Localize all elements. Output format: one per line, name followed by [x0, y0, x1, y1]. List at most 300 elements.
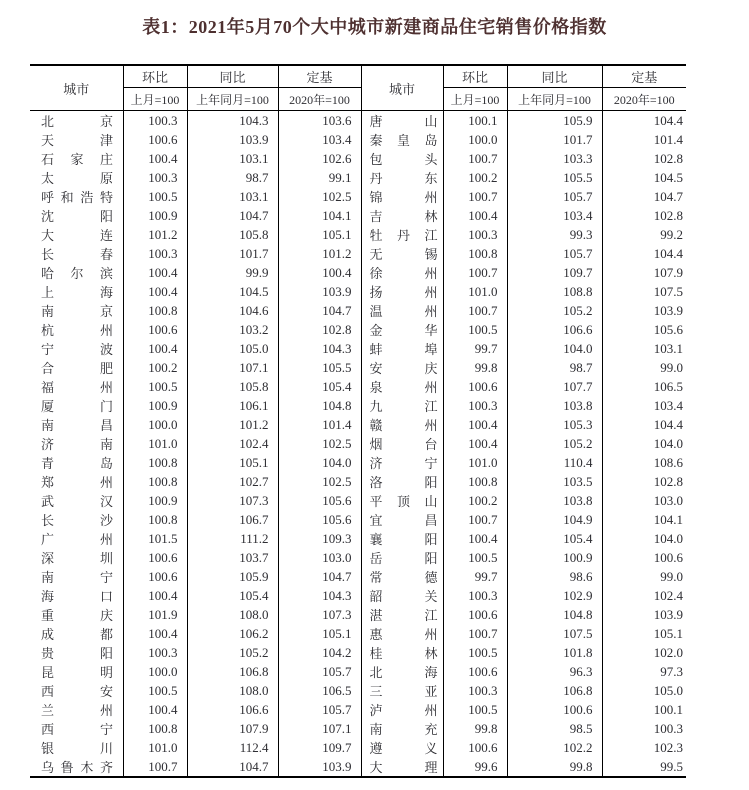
- city-cell: [30, 586, 123, 605]
- city-cell: [30, 111, 123, 131]
- table-row: [30, 320, 686, 339]
- yoy-value-cell: 110.4: [507, 453, 602, 472]
- fixed-base-value-cell: 103.9: [278, 282, 361, 301]
- city-cell: [30, 434, 123, 453]
- header-mom-right: 环比: [443, 65, 507, 88]
- mom-value-cell: 99.7: [443, 339, 507, 358]
- mom-value-cell: 101.0: [443, 453, 507, 472]
- yoy-value-cell: 98.7: [187, 168, 278, 187]
- city-name: 秦皇岛: [369, 133, 438, 148]
- city-cell: [361, 339, 443, 358]
- yoy-value-cell: 107.3: [187, 491, 278, 510]
- city-name: 徐州: [369, 266, 438, 281]
- fixed-base-value-cell: 105.0: [602, 681, 686, 700]
- city-name: 郑州: [41, 475, 113, 490]
- yoy-value-cell: 107.7: [507, 377, 602, 396]
- city-cell: [30, 206, 123, 225]
- table-row: [30, 757, 686, 777]
- fixed-base-value-cell: 102.8: [602, 472, 686, 491]
- city-cell: [30, 643, 123, 662]
- mom-value-cell: 100.8: [123, 301, 187, 320]
- city-name: 南充: [369, 722, 438, 737]
- table-row: [30, 529, 686, 548]
- yoy-value-cell: 105.3: [507, 415, 602, 434]
- mom-value-cell: 100.4: [123, 282, 187, 301]
- city-name: 锦州: [369, 190, 438, 205]
- mom-value-cell: 100.3: [123, 643, 187, 662]
- city-name: 长沙: [41, 513, 113, 528]
- yoy-value-cell: 106.2: [187, 624, 278, 643]
- city-name: 南宁: [41, 570, 113, 585]
- fixed-base-value-cell: 104.1: [602, 510, 686, 529]
- mom-value-cell: 100.5: [443, 320, 507, 339]
- mom-value-cell: 100.2: [443, 168, 507, 187]
- city-cell: [30, 738, 123, 757]
- yoy-value-cell: 105.1: [187, 453, 278, 472]
- yoy-value-cell: 106.8: [507, 681, 602, 700]
- fixed-base-value-cell: 102.4: [602, 586, 686, 605]
- fixed-base-value-cell: 104.4: [602, 111, 686, 131]
- yoy-value-cell: 111.2: [187, 529, 278, 548]
- city-name: 九江: [369, 399, 438, 414]
- city-name: 吉林: [369, 209, 438, 224]
- yoy-value-cell: 98.7: [507, 358, 602, 377]
- yoy-value-cell: 106.6: [187, 700, 278, 719]
- yoy-value-cell: 103.4: [507, 206, 602, 225]
- city-name: 北京: [41, 114, 113, 129]
- fixed-base-value-cell: 97.3: [602, 662, 686, 681]
- city-cell: [30, 130, 123, 149]
- city-name: 牡丹江: [369, 228, 438, 243]
- city-name: 银川: [41, 741, 113, 756]
- mom-value-cell: 100.6: [443, 662, 507, 681]
- yoy-value-cell: 106.6: [507, 320, 602, 339]
- table-row: [30, 700, 686, 719]
- yoy-value-cell: 103.1: [187, 187, 278, 206]
- mom-value-cell: 100.4: [123, 149, 187, 168]
- yoy-value-cell: 105.0: [187, 339, 278, 358]
- fixed-base-value-cell: 105.1: [278, 624, 361, 643]
- city-cell: [30, 757, 123, 777]
- city-cell: [30, 472, 123, 491]
- mom-value-cell: 100.0: [123, 662, 187, 681]
- city-cell: [30, 681, 123, 700]
- yoy-value-cell: 105.4: [187, 586, 278, 605]
- yoy-value-cell: 112.4: [187, 738, 278, 757]
- city-cell: [361, 225, 443, 244]
- city-name: 杭州: [41, 323, 113, 338]
- yoy-value-cell: 99.9: [187, 263, 278, 282]
- yoy-value-cell: 96.3: [507, 662, 602, 681]
- fixed-base-value-cell: 108.6: [602, 453, 686, 472]
- yoy-value-cell: 108.0: [187, 605, 278, 624]
- yoy-value-cell: 105.2: [187, 643, 278, 662]
- yoy-value-cell: 105.8: [187, 225, 278, 244]
- mom-value-cell: 100.3: [123, 111, 187, 131]
- city-cell: [361, 187, 443, 206]
- table-row: [30, 434, 686, 453]
- header-yoy-right: 同比: [507, 65, 602, 88]
- city-cell: [361, 244, 443, 263]
- fixed-base-value-cell: 102.5: [278, 434, 361, 453]
- table-row: [30, 719, 686, 738]
- fixed-base-value-cell: 104.2: [278, 643, 361, 662]
- mom-value-cell: 100.2: [443, 491, 507, 510]
- mom-value-cell: 100.7: [123, 757, 187, 777]
- fixed-base-value-cell: 102.8: [602, 206, 686, 225]
- fixed-base-value-cell: 104.0: [602, 434, 686, 453]
- mom-value-cell: 99.8: [443, 358, 507, 377]
- city-cell: [30, 491, 123, 510]
- header-yoy-left: 同比: [187, 65, 278, 88]
- city-name: 西安: [41, 684, 113, 699]
- yoy-value-cell: 105.4: [507, 529, 602, 548]
- city-cell: [361, 377, 443, 396]
- city-name: 乌鲁木齐: [41, 760, 113, 775]
- city-cell: [30, 339, 123, 358]
- table-row: [30, 738, 686, 757]
- fixed-base-value-cell: 104.3: [278, 586, 361, 605]
- mom-value-cell: 100.7: [443, 187, 507, 206]
- mom-value-cell: 100.8: [123, 510, 187, 529]
- city-cell: [361, 415, 443, 434]
- fixed-base-value-cell: 106.5: [602, 377, 686, 396]
- city-name: 湛江: [369, 608, 438, 623]
- fixed-base-value-cell: 105.5: [278, 358, 361, 377]
- yoy-value-cell: 103.8: [507, 491, 602, 510]
- yoy-value-cell: 105.2: [507, 301, 602, 320]
- city-name: 兰州: [41, 703, 113, 718]
- yoy-value-cell: 103.7: [187, 548, 278, 567]
- city-cell: [361, 168, 443, 187]
- fixed-base-value-cell: 101.4: [278, 415, 361, 434]
- city-cell: [361, 510, 443, 529]
- mom-value-cell: 100.4: [443, 206, 507, 225]
- city-name: 广州: [41, 532, 113, 547]
- fixed-base-value-cell: 109.3: [278, 529, 361, 548]
- city-name: 上海: [41, 285, 113, 300]
- header-row-sub: [30, 88, 686, 111]
- city-name: 大连: [41, 228, 113, 243]
- city-name: 蚌埠: [369, 342, 438, 357]
- city-cell: [30, 244, 123, 263]
- city-cell: [361, 567, 443, 586]
- city-name: 福州: [41, 380, 113, 395]
- table-row: [30, 377, 686, 396]
- city-cell: [30, 282, 123, 301]
- mom-value-cell: 100.5: [443, 548, 507, 567]
- yoy-value-cell: 104.7: [187, 757, 278, 777]
- city-cell: [361, 396, 443, 415]
- price-index-table: [30, 64, 686, 778]
- city-name: 宁波: [41, 342, 113, 357]
- yoy-value-cell: 104.5: [187, 282, 278, 301]
- mom-value-cell: 100.7: [443, 149, 507, 168]
- mom-value-cell: 100.4: [123, 586, 187, 605]
- mom-value-cell: 100.8: [123, 472, 187, 491]
- fixed-base-value-cell: 103.4: [278, 130, 361, 149]
- mom-value-cell: 100.2: [123, 358, 187, 377]
- mom-value-cell: 99.7: [443, 567, 507, 586]
- fixed-base-value-cell: 104.7: [602, 187, 686, 206]
- city-name: 丹东: [369, 171, 438, 186]
- city-cell: [361, 149, 443, 168]
- fixed-base-value-cell: 107.1: [278, 719, 361, 738]
- city-name: 南昌: [41, 418, 113, 433]
- yoy-value-cell: 102.9: [507, 586, 602, 605]
- city-name: 赣州: [369, 418, 438, 433]
- city-cell: [361, 681, 443, 700]
- table-row: [30, 301, 686, 320]
- fixed-base-value-cell: 104.4: [602, 244, 686, 263]
- price-index-table-container: [30, 64, 686, 778]
- table-row: [30, 168, 686, 187]
- yoy-value-cell: 107.5: [507, 624, 602, 643]
- city-name: 三亚: [369, 684, 438, 699]
- yoy-value-cell: 99.3: [507, 225, 602, 244]
- city-cell: [361, 624, 443, 643]
- mom-value-cell: 100.8: [443, 244, 507, 263]
- city-name: 惠州: [369, 627, 438, 642]
- mom-value-cell: 101.0: [123, 434, 187, 453]
- table-row: [30, 130, 686, 149]
- city-name: 成都: [41, 627, 113, 642]
- header-row-top: [30, 65, 686, 88]
- fixed-base-value-cell: 102.8: [278, 320, 361, 339]
- mom-value-cell: 101.0: [123, 738, 187, 757]
- fixed-base-value-cell: 101.4: [602, 130, 686, 149]
- yoy-value-cell: 105.7: [507, 244, 602, 263]
- city-cell: [361, 586, 443, 605]
- fixed-base-value-cell: 106.5: [278, 681, 361, 700]
- fixed-base-value-cell: 103.9: [602, 301, 686, 320]
- yoy-value-cell: 104.7: [187, 206, 278, 225]
- city-name: 包头: [369, 152, 438, 167]
- city-name: 长春: [41, 247, 113, 262]
- mom-value-cell: 100.3: [123, 168, 187, 187]
- table-row: [30, 491, 686, 510]
- mom-value-cell: 99.6: [443, 757, 507, 777]
- yoy-value-cell: 101.8: [507, 643, 602, 662]
- fixed-base-value-cell: 104.7: [278, 567, 361, 586]
- fixed-base-value-cell: 102.5: [278, 472, 361, 491]
- city-name: 昆明: [41, 665, 113, 680]
- city-cell: [30, 358, 123, 377]
- city-name: 重庆: [41, 608, 113, 623]
- subheader-yoy-base-left: 上年同月=100: [187, 88, 278, 111]
- city-cell: [361, 453, 443, 472]
- table-row: [30, 339, 686, 358]
- yoy-value-cell: 106.1: [187, 396, 278, 415]
- city-name: 平顶山: [369, 494, 438, 509]
- fixed-base-value-cell: 105.4: [278, 377, 361, 396]
- mom-value-cell: 101.2: [123, 225, 187, 244]
- city-cell: [30, 168, 123, 187]
- city-name: 武汉: [41, 494, 113, 509]
- mom-value-cell: 100.6: [443, 605, 507, 624]
- fixed-base-value-cell: 103.4: [602, 396, 686, 415]
- city-name: 襄阳: [369, 532, 438, 547]
- mom-value-cell: 100.9: [123, 491, 187, 510]
- city-name: 哈尔滨: [41, 266, 113, 281]
- subheader-mom-base-right: 上月=100: [443, 88, 507, 111]
- fixed-base-value-cell: 100.3: [602, 719, 686, 738]
- city-cell: [30, 320, 123, 339]
- fixed-base-value-cell: 105.6: [602, 320, 686, 339]
- fixed-base-value-cell: 104.1: [278, 206, 361, 225]
- city-name: 桂林: [369, 646, 438, 661]
- header-mom-left: 环比: [123, 65, 187, 88]
- table-row: [30, 282, 686, 301]
- mom-value-cell: 100.6: [123, 548, 187, 567]
- mom-value-cell: 100.7: [443, 510, 507, 529]
- fixed-base-value-cell: 104.4: [602, 415, 686, 434]
- mom-value-cell: 100.3: [443, 681, 507, 700]
- mom-value-cell: 100.6: [443, 377, 507, 396]
- table-row: [30, 624, 686, 643]
- table-row: [30, 415, 686, 434]
- yoy-value-cell: 105.2: [507, 434, 602, 453]
- city-name: 西宁: [41, 722, 113, 737]
- table-row: [30, 149, 686, 168]
- city-cell: [361, 282, 443, 301]
- fixed-base-value-cell: 103.0: [602, 491, 686, 510]
- yoy-value-cell: 103.3: [507, 149, 602, 168]
- mom-value-cell: 100.5: [123, 377, 187, 396]
- city-name: 南京: [41, 304, 113, 319]
- city-cell: [361, 320, 443, 339]
- mom-value-cell: 100.7: [443, 301, 507, 320]
- fixed-base-value-cell: 100.6: [602, 548, 686, 567]
- city-cell: [361, 700, 443, 719]
- fixed-base-value-cell: 105.7: [278, 662, 361, 681]
- yoy-value-cell: 105.9: [507, 111, 602, 131]
- fixed-base-value-cell: 109.7: [278, 738, 361, 757]
- yoy-value-cell: 101.7: [187, 244, 278, 263]
- yoy-value-cell: 103.8: [507, 396, 602, 415]
- mom-value-cell: 100.0: [123, 415, 187, 434]
- fixed-base-value-cell: 105.1: [278, 225, 361, 244]
- yoy-value-cell: 108.0: [187, 681, 278, 700]
- fixed-base-value-cell: 107.3: [278, 605, 361, 624]
- header-fixed-base-left: 定基: [278, 65, 361, 88]
- subheader-fixed-base-right: 2020年=100: [602, 88, 686, 111]
- fixed-base-value-cell: 102.0: [602, 643, 686, 662]
- mom-value-cell: 100.5: [123, 187, 187, 206]
- city-cell: [30, 453, 123, 472]
- table-row: [30, 681, 686, 700]
- mom-value-cell: 100.3: [123, 244, 187, 263]
- city-name: 韶关: [369, 589, 438, 604]
- city-cell: [30, 719, 123, 738]
- city-cell: [361, 605, 443, 624]
- mom-value-cell: 100.8: [123, 719, 187, 738]
- fixed-base-value-cell: 103.9: [602, 605, 686, 624]
- city-cell: [30, 624, 123, 643]
- city-cell: [30, 225, 123, 244]
- city-cell: [361, 491, 443, 510]
- fixed-base-value-cell: 103.6: [278, 111, 361, 131]
- mom-value-cell: 100.8: [123, 453, 187, 472]
- fixed-base-value-cell: 105.1: [602, 624, 686, 643]
- city-name: 沈阳: [41, 209, 113, 224]
- yoy-value-cell: 106.8: [187, 662, 278, 681]
- city-name: 海口: [41, 589, 113, 604]
- table-row: [30, 567, 686, 586]
- city-name: 贵阳: [41, 646, 113, 661]
- city-name: 合肥: [41, 361, 113, 376]
- city-cell: [30, 567, 123, 586]
- fixed-base-value-cell: 102.3: [602, 738, 686, 757]
- mom-value-cell: 100.6: [123, 130, 187, 149]
- city-cell: [361, 643, 443, 662]
- page-title: 表1：2021年5月70个大中城市新建商品住宅销售价格指数: [142, 17, 607, 37]
- mom-value-cell: 100.4: [123, 339, 187, 358]
- table-row: [30, 643, 686, 662]
- mom-value-cell: 100.6: [123, 320, 187, 339]
- city-name: 烟台: [369, 437, 438, 452]
- mom-value-cell: 100.4: [443, 415, 507, 434]
- table-row: [30, 605, 686, 624]
- yoy-value-cell: 107.1: [187, 358, 278, 377]
- table-row: [30, 187, 686, 206]
- fixed-base-value-cell: 101.2: [278, 244, 361, 263]
- city-cell: [30, 263, 123, 282]
- table-row: [30, 206, 686, 225]
- subheader-mom-base-left: 上月=100: [123, 88, 187, 111]
- table-row: [30, 472, 686, 491]
- city-cell: [30, 377, 123, 396]
- mom-value-cell: 100.5: [443, 643, 507, 662]
- city-name: 常德: [369, 570, 438, 585]
- fixed-base-value-cell: 102.8: [602, 149, 686, 168]
- yoy-value-cell: 106.7: [187, 510, 278, 529]
- fixed-base-value-cell: 104.8: [278, 396, 361, 415]
- city-cell: [30, 510, 123, 529]
- mom-value-cell: 100.6: [123, 567, 187, 586]
- mom-value-cell: 101.9: [123, 605, 187, 624]
- table-header: [30, 65, 686, 111]
- city-cell: [361, 529, 443, 548]
- city-name: 济南: [41, 437, 113, 452]
- table-row: [30, 244, 686, 263]
- table-row: [30, 263, 686, 282]
- city-name: 呼和浩特: [41, 190, 113, 205]
- city-name: 泉州: [369, 380, 438, 395]
- table-row: [30, 453, 686, 472]
- yoy-value-cell: 98.5: [507, 719, 602, 738]
- yoy-value-cell: 104.9: [507, 510, 602, 529]
- city-name: 泸州: [369, 703, 438, 718]
- city-cell: [361, 738, 443, 757]
- fixed-base-value-cell: 104.5: [602, 168, 686, 187]
- city-name: 扬州: [369, 285, 438, 300]
- city-cell: [361, 130, 443, 149]
- yoy-value-cell: 100.9: [507, 548, 602, 567]
- city-name: 金华: [369, 323, 438, 338]
- city-cell: [361, 301, 443, 320]
- city-cell: [361, 434, 443, 453]
- fixed-base-value-cell: 105.6: [278, 491, 361, 510]
- city-cell: [361, 662, 443, 681]
- mom-value-cell: 100.0: [443, 130, 507, 149]
- mom-value-cell: 100.4: [123, 700, 187, 719]
- city-name: 太原: [41, 171, 113, 186]
- table-row: [30, 662, 686, 681]
- mom-value-cell: 100.9: [123, 396, 187, 415]
- city-name: 石家庄: [41, 152, 113, 167]
- yoy-value-cell: 99.8: [507, 757, 602, 777]
